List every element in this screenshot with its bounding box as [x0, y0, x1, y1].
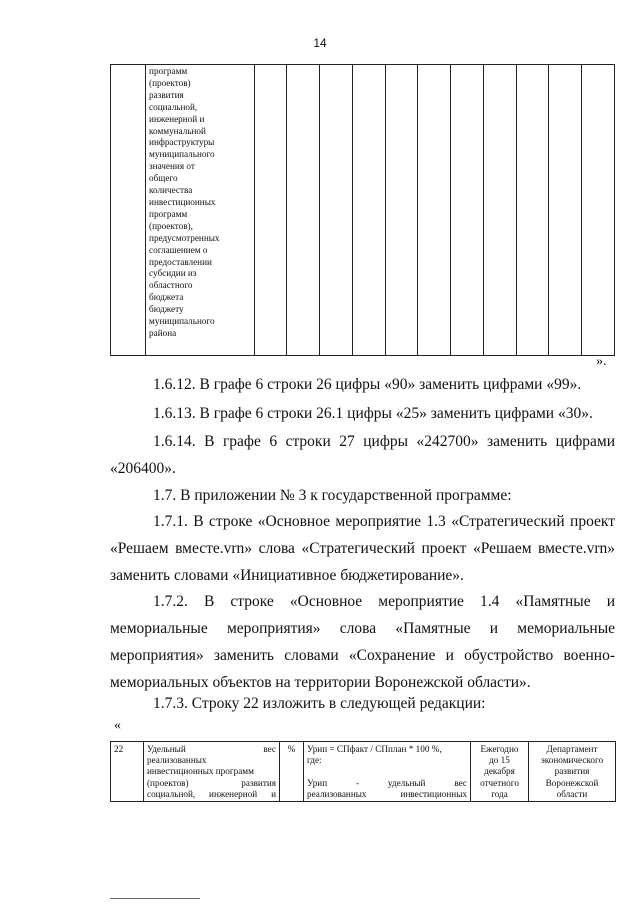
table-cell	[320, 65, 353, 356]
opening-quote: «	[114, 718, 121, 733]
text-line: программ	[149, 208, 188, 219]
text-line: предоставлении	[149, 256, 212, 267]
indicator-name-cell	[146, 65, 254, 356]
paragraph-1-7-3: 1.7.3. Строку 22 изложить в следующей редакции:	[153, 695, 486, 712]
text-line: бюджета	[149, 292, 184, 303]
paragraph-1-7: 1.7. В приложении № 3 к государственной программе:	[153, 487, 512, 504]
text-line: Удельный вес	[147, 744, 276, 754]
text-line: муниципального	[149, 316, 215, 327]
footnote-divider	[110, 898, 200, 899]
indicator-table-row-22	[110, 741, 616, 802]
indicator-name-cell	[144, 742, 280, 802]
text-line: Урип = СПфакт / СПплан * 100 %,	[307, 744, 442, 754]
table-cell	[418, 65, 451, 356]
paragraph-1-6-14: 1.6.14. В графе 6 строки 27 цифры «242700» заменить цифрами «206400».	[110, 433, 615, 477]
text-line: общего	[149, 173, 178, 184]
frequency-cell	[471, 742, 529, 802]
text-line: декабря	[484, 766, 515, 777]
table-cell	[582, 65, 615, 356]
paragraph-1-6-12: 1.6.12. В графе 6 строки 26 цифры «90» заменить цифрами «99».	[153, 376, 582, 393]
text-line: реализованных	[147, 755, 207, 766]
text-line: областного	[149, 280, 193, 291]
indicator-table-fragment	[110, 64, 615, 356]
text-line: инвестиционных программ	[147, 766, 254, 777]
table-cell	[451, 65, 484, 356]
table-cell	[549, 65, 582, 356]
text-line: Воронежской	[545, 777, 599, 788]
paragraph-1-7-2: 1.7.2. В строке «Основное мероприятие 1.4 «Памятные и мемориальные мероприятия» слова «Памятные и мемориальные мероприятия» заменить словами «Сохранение и обустройство военно-мемориальных объектов на территории Воронежской области».	[110, 593, 615, 691]
text-line: субсидии из	[149, 268, 197, 279]
text-line: реализованных инвестиционных	[307, 788, 467, 799]
table-cell	[254, 65, 287, 356]
table-cell	[385, 65, 418, 356]
text-line: предусмотренных	[149, 232, 220, 243]
text-line: до 15	[489, 755, 510, 766]
table-row	[111, 65, 615, 356]
text-line: года	[491, 788, 508, 799]
text-line: развития	[554, 766, 590, 777]
text-line: значения от	[149, 161, 195, 172]
text-line: района	[149, 327, 177, 338]
table-cell	[516, 65, 549, 356]
text-line: области	[556, 788, 588, 799]
text-line: социальной,	[149, 101, 198, 112]
formula-cell	[304, 742, 471, 802]
text-line: развития	[149, 89, 184, 100]
text-line: отчетного	[480, 777, 519, 788]
unit-cell: %	[280, 742, 304, 802]
text-line: Урип - удельный вес	[307, 777, 467, 788]
closing-quote: ».	[596, 354, 607, 369]
table-row	[111, 742, 616, 802]
table-cell-number	[111, 65, 146, 356]
text-line: муниципального	[149, 149, 215, 160]
text-line: инженерной и	[149, 113, 205, 124]
page-number: 14	[313, 36, 327, 50]
text-line: количества	[149, 185, 193, 196]
text-line: коммунальной	[149, 125, 206, 136]
table-cell	[483, 65, 516, 356]
row-number-cell: 22	[111, 742, 144, 802]
text-line: инфраструктуры	[149, 137, 215, 148]
text-line: (проектов) развития	[147, 777, 276, 788]
text-line: экономического	[540, 755, 604, 766]
table-cell	[287, 65, 320, 356]
text-line: программ	[149, 66, 188, 76]
paragraph-1-7-1: 1.7.1. В строке «Основное мероприятие 1.3 «Стратегический проект «Решаем вместе.vrn» слова «Стратегический проект «Решаем вместе.vrn» заменить словами «Инициативное бюджетирование».	[110, 513, 615, 584]
text-line: социальной, инженерной и	[147, 788, 276, 799]
text-line	[307, 766, 467, 777]
responsible-cell	[529, 742, 616, 802]
table-cell	[352, 65, 385, 356]
paragraph-1-6-13: 1.6.13. В графе 6 строки 26.1 цифры «25» заменить цифрами «30».	[153, 405, 593, 422]
text-line: бюджету	[149, 304, 184, 315]
text-line: (проектов),	[149, 220, 193, 231]
text-line: (проектов)	[149, 77, 191, 88]
text-line: где:	[307, 755, 322, 766]
text-line: соглашением о	[149, 244, 208, 255]
text-line: инвестиционных	[149, 196, 216, 207]
text-line: Ежегодно	[480, 744, 519, 754]
text-line: Департамент	[546, 744, 598, 754]
